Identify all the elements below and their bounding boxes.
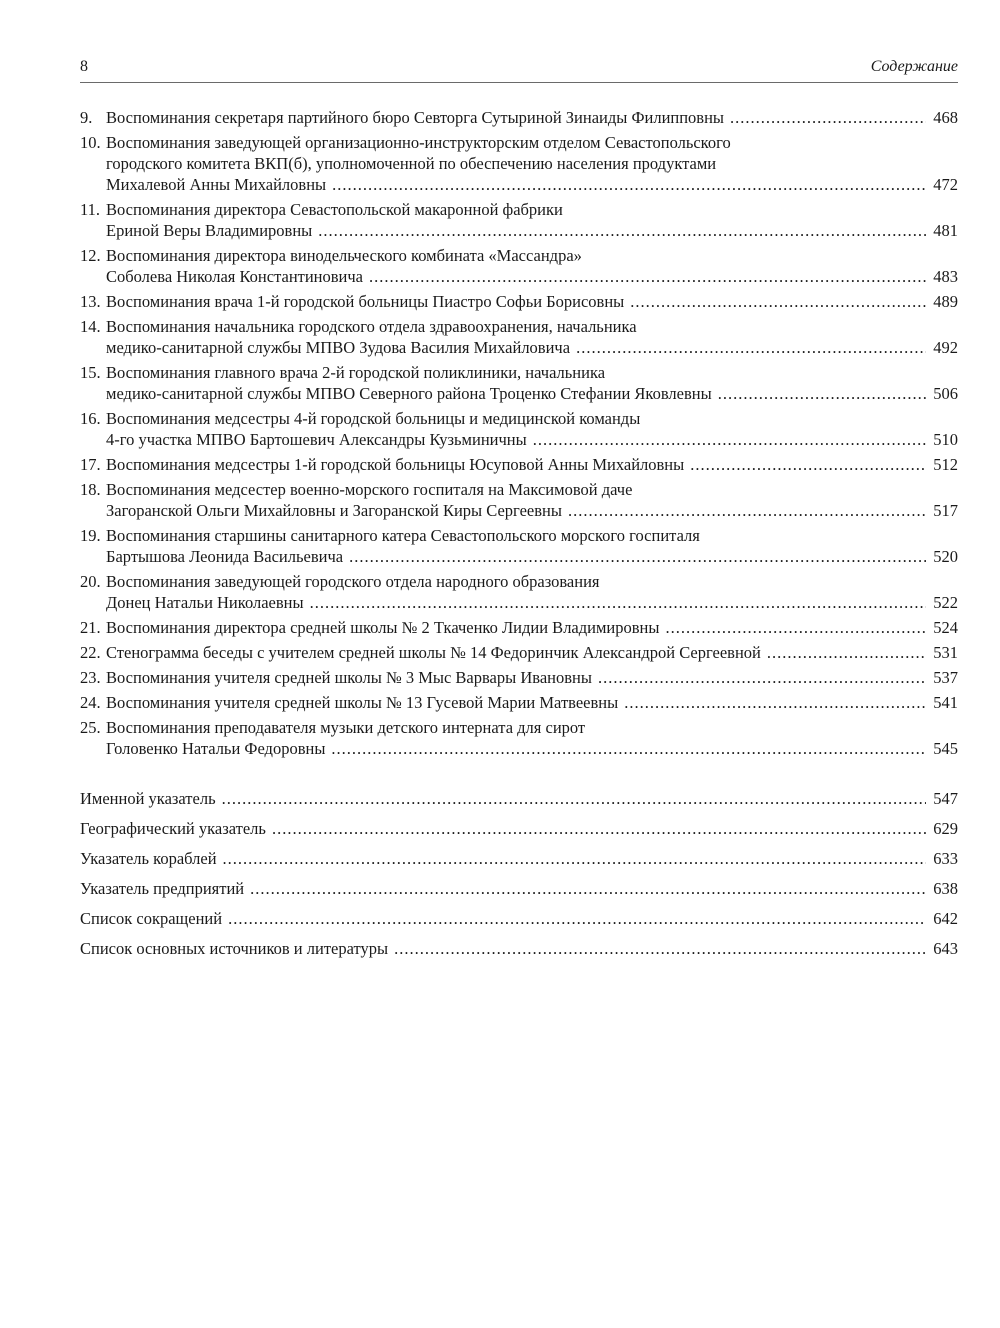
dot-leader <box>576 337 926 358</box>
toc-entry-title: Воспоминания начальника городского отдела здравоохранения, начальника <box>106 317 637 336</box>
toc-entry-number: 22. <box>80 643 101 662</box>
toc-entry[interactable] <box>80 571 958 613</box>
toc-entry-number: 24. <box>80 693 101 712</box>
toc-entry-title-continued: Донец Натальи Николаевны <box>106 593 304 612</box>
toc-entry-title: Стенограмма беседы с учителем средней школы № 14 Федоринчик Александрой Сергеевной <box>106 643 761 662</box>
toc-entry-number: 18. <box>80 480 101 499</box>
toc-entry-title-continued: городского комитета ВКП(б), уполномоченной по обеспечению населения продуктами <box>106 154 717 173</box>
header-rule <box>80 82 958 83</box>
toc-entry[interactable] <box>80 525 958 567</box>
index-line <box>80 818 958 839</box>
toc-line <box>80 717 958 738</box>
toc-entry-title: Воспоминания заведующей организационно-инструкторским отделом Севастопольского <box>106 133 731 152</box>
toc-line <box>80 132 958 153</box>
index-line <box>80 848 958 869</box>
dot-leader <box>222 788 926 809</box>
index-entry-page: 643 <box>933 939 958 958</box>
toc-line <box>80 199 958 220</box>
index-entry-title: Указатель кораблей <box>80 849 217 868</box>
toc-entry[interactable] <box>80 107 958 128</box>
toc-entry-title: Воспоминания медсестер военно-морского госпиталя на Максимовой даче <box>106 480 633 499</box>
toc-line <box>80 592 958 613</box>
toc-entry-page: 531 <box>933 643 958 662</box>
dot-leader <box>318 220 926 241</box>
toc-entry-title-continued: Ериной Веры Владимировны <box>106 221 313 240</box>
toc-entry-number: 17. <box>80 455 101 474</box>
index-list <box>80 788 958 968</box>
dot-leader <box>310 592 926 613</box>
index-entry[interactable] <box>80 908 958 929</box>
toc-entry-number: 13. <box>80 292 101 311</box>
toc-entry[interactable] <box>80 291 958 312</box>
toc-entry[interactable] <box>80 132 958 195</box>
index-line <box>80 938 958 959</box>
toc-entry[interactable] <box>80 362 958 404</box>
index-entry[interactable] <box>80 818 958 839</box>
toc-entry-page: 492 <box>933 338 958 357</box>
toc-entry-page: 472 <box>933 175 958 194</box>
index-entry-title: Именной указатель <box>80 789 216 808</box>
toc-entry-title-continued: медико-санитарной службы МПВО Северного района Троценко Стефании Яковлевны <box>106 384 712 403</box>
toc-entry-number: 19. <box>80 526 101 545</box>
toc-entry-number: 23. <box>80 668 101 687</box>
toc-entry-title: Воспоминания преподавателя музыки детского интерната для сирот <box>106 718 586 737</box>
toc-line <box>80 479 958 500</box>
toc-entry-page: 489 <box>933 292 958 311</box>
toc-entry-title: Воспоминания директора средней школы № 2 Ткаченко Лидии Владимировны <box>106 618 660 637</box>
toc-entry-page: 512 <box>933 455 958 474</box>
toc-entry-title: Воспоминания врача 1-й городской больницы Пиастро Софьи Борисовны <box>106 292 625 311</box>
toc-entry-title-continued: 4-го участка МПВО Бартошевич Александры Кузьминичны <box>106 430 527 449</box>
toc-line <box>80 617 958 638</box>
dot-leader <box>730 107 926 128</box>
toc-entry-title: Воспоминания учителя средней школы № 13 Гусевой Марии Матвеевны <box>106 693 619 712</box>
index-line <box>80 878 958 899</box>
toc-entry-title: Воспоминания директора винодельческого комбината «Массандра» <box>106 246 582 265</box>
toc-entry-number: 16. <box>80 409 101 428</box>
section-title: Содержание <box>870 58 958 75</box>
toc-entry-page: 545 <box>933 739 958 758</box>
toc-line <box>80 571 958 592</box>
toc-line <box>80 337 958 358</box>
toc-entry-title: Воспоминания учителя средней школы № 3 Мыс Варвары Ивановны <box>106 668 592 687</box>
toc-line <box>80 667 958 688</box>
toc-line <box>80 174 958 195</box>
dot-leader <box>624 692 926 713</box>
toc-entry[interactable] <box>80 199 958 241</box>
toc-entry[interactable] <box>80 667 958 688</box>
toc-entry-title-continued: Соболева Николая Константиновича <box>106 267 364 286</box>
index-entry[interactable] <box>80 788 958 809</box>
toc-entry-title: Воспоминания старшины санитарного катера Севастопольского морского госпиталя <box>106 526 700 545</box>
toc-entry-title: Воспоминания директора Севастопольской макаронной фабрики <box>106 200 563 219</box>
toc-line <box>80 500 958 521</box>
toc-line <box>80 291 958 312</box>
toc-line <box>80 153 958 174</box>
index-entry-page: 547 <box>933 789 958 808</box>
dot-leader <box>394 938 926 959</box>
toc-entry-page: 537 <box>933 668 958 687</box>
index-line <box>80 908 958 929</box>
toc-line <box>80 383 958 404</box>
toc-entry[interactable] <box>80 717 958 759</box>
toc-entry-page: 510 <box>933 430 958 449</box>
toc-entry[interactable] <box>80 408 958 450</box>
index-entry-title: Список сокращений <box>80 909 223 928</box>
toc-entry-page: 524 <box>933 618 958 637</box>
toc-line <box>80 692 958 713</box>
toc-entry-page: 506 <box>933 384 958 403</box>
toc-line <box>80 220 958 241</box>
table-of-contents <box>80 107 958 763</box>
dot-leader <box>331 738 926 759</box>
page-number: 8 <box>80 58 88 75</box>
dot-leader <box>630 291 926 312</box>
toc-entry[interactable] <box>80 642 958 663</box>
dot-leader <box>665 617 926 638</box>
toc-line <box>80 429 958 450</box>
toc-line <box>80 362 958 383</box>
toc-entry-page: 483 <box>933 267 958 286</box>
dot-leader <box>718 383 926 404</box>
toc-entry[interactable] <box>80 479 958 521</box>
index-entry-title: Географический указатель <box>80 819 266 838</box>
toc-line <box>80 454 958 475</box>
toc-entry-title: Воспоминания заведующей городского отдела народного образования <box>106 572 600 591</box>
toc-entry-page: 517 <box>933 501 958 520</box>
dot-leader <box>223 848 926 869</box>
toc-entry-title-continued: Бартышова Леонида Васильевича <box>106 547 344 566</box>
index-entry[interactable] <box>80 848 958 869</box>
toc-entry-number: 9. <box>80 108 93 127</box>
toc-entry-page: 520 <box>933 547 958 566</box>
toc-entry[interactable] <box>80 316 958 358</box>
toc-line <box>80 738 958 759</box>
dot-leader <box>349 546 926 567</box>
toc-entry-title: Воспоминания медсестры 4-й городской больницы и медицинской команды <box>106 409 641 428</box>
toc-entry[interactable] <box>80 245 958 287</box>
index-line <box>80 788 958 809</box>
index-entry-page: 629 <box>933 819 958 838</box>
index-entry-page: 638 <box>933 879 958 898</box>
toc-entry[interactable] <box>80 692 958 713</box>
dot-leader <box>228 908 926 929</box>
index-entry-title: Список основных источников и литературы <box>80 939 389 958</box>
toc-entry-page: 468 <box>933 108 958 127</box>
dot-leader <box>598 667 926 688</box>
toc-entry-number: 11. <box>80 200 101 219</box>
toc-entry-number: 12. <box>80 246 101 265</box>
toc-entry-page: 481 <box>933 221 958 240</box>
toc-entry-number: 20. <box>80 572 101 591</box>
dot-leader <box>690 454 926 475</box>
dot-leader <box>250 878 926 899</box>
toc-entry[interactable] <box>80 617 958 638</box>
toc-line <box>80 266 958 287</box>
dot-leader <box>568 500 926 521</box>
toc-entry-title: Воспоминания секретаря партийного бюро Севторга Сутыриной Зинаиды Филипповны <box>106 108 725 127</box>
toc-entry-number: 25. <box>80 718 101 737</box>
index-entry[interactable] <box>80 938 958 959</box>
toc-entry-number: 10. <box>80 133 101 152</box>
toc-entry-title: Воспоминания медсестры 1-й городской больницы Юсуповой Анны Михайловны <box>106 455 685 474</box>
toc-entry-title: Воспоминания главного врача 2-й городской поликлиники, начальника <box>106 363 606 382</box>
toc-entry-title-continued: медико-санитарной службы МПВО Зудова Василия Михайловича <box>106 338 571 357</box>
toc-line <box>80 245 958 266</box>
toc-entry-page: 522 <box>933 593 958 612</box>
toc-line <box>80 107 958 128</box>
toc-line <box>80 408 958 429</box>
index-entry-page: 633 <box>933 849 958 868</box>
toc-line <box>80 525 958 546</box>
index-entry[interactable] <box>80 878 958 899</box>
dot-leader <box>332 174 926 195</box>
index-entry-page: 642 <box>933 909 958 928</box>
toc-entry-number: 21. <box>80 618 101 637</box>
dot-leader <box>369 266 926 287</box>
toc-line <box>80 546 958 567</box>
toc-entry-title-continued: Загоранской Ольги Михайловны и Загоранской Киры Сергеевны <box>106 501 562 520</box>
toc-line <box>80 642 958 663</box>
dot-leader <box>767 642 926 663</box>
toc-entry[interactable] <box>80 454 958 475</box>
dot-leader <box>533 429 926 450</box>
toc-line <box>80 316 958 337</box>
toc-entry-title-continued: Головенко Натальи Федоровны <box>106 739 326 758</box>
index-entry-title: Указатель предприятий <box>80 879 245 898</box>
toc-entry-number: 15. <box>80 363 101 382</box>
dot-leader <box>272 818 926 839</box>
toc-entry-page: 541 <box>933 693 958 712</box>
toc-entry-title-continued: Михалевой Анны Михайловны <box>106 175 327 194</box>
toc-entry-number: 14. <box>80 317 101 336</box>
